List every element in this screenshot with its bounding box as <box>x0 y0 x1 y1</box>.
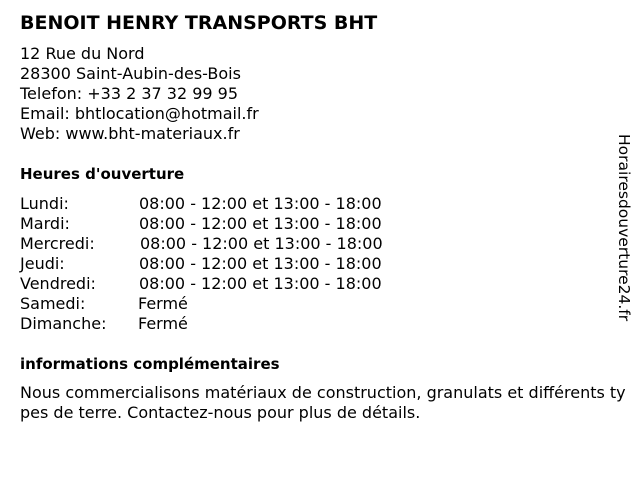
day-hours: 08:00 - 12:00 et 13:00 - 18:00 <box>139 254 382 273</box>
info-heading: informations complémentaires <box>20 355 280 373</box>
day-hours: 08:00 - 12:00 et 13:00 - 18:00 <box>139 214 382 233</box>
info-text: Nous commercialisons matériaux de construction, granulats et différents types de terre. Contactez-nous pour plus de détails. <box>20 383 626 422</box>
day-hours: Fermé <box>138 314 188 333</box>
day-label: Dimanche: <box>20 314 107 333</box>
watermark-text: Horairesdouverture24.fr <box>615 134 633 322</box>
day-hours: 08:00 - 12:00 et 13:00 - 18:00 <box>139 274 382 293</box>
day-label: Samedi: <box>20 294 86 313</box>
day-hours: 08:00 - 12:00 et 13:00 - 18:00 <box>139 194 382 213</box>
phone[interactable]: Telefon: +33 2 37 32 99 95 <box>20 84 239 103</box>
city: 28300 Saint-Aubin-des-Bois <box>20 64 241 83</box>
street: 12 Rue du Nord <box>20 44 145 63</box>
day-label: Jeudi: <box>20 254 65 273</box>
day-label: Mercredi: <box>20 234 95 253</box>
day-label: Vendredi: <box>20 274 96 293</box>
day-hours: 08:00 - 12:00 et 13:00 - 18:00 <box>140 234 383 253</box>
day-hours: Fermé <box>138 294 188 313</box>
day-label: Mardi: <box>20 214 70 233</box>
company-name: BENOIT HENRY TRANSPORTS BHT <box>20 12 378 34</box>
day-label: Lundi: <box>20 194 69 213</box>
hours-heading: Heures d'ouverture <box>20 165 185 183</box>
email[interactable]: Email: bhtlocation@hotmail.fr <box>20 104 259 123</box>
website[interactable]: Web: www.bht-materiaux.fr <box>20 124 240 143</box>
address-block <box>20 44 259 144</box>
